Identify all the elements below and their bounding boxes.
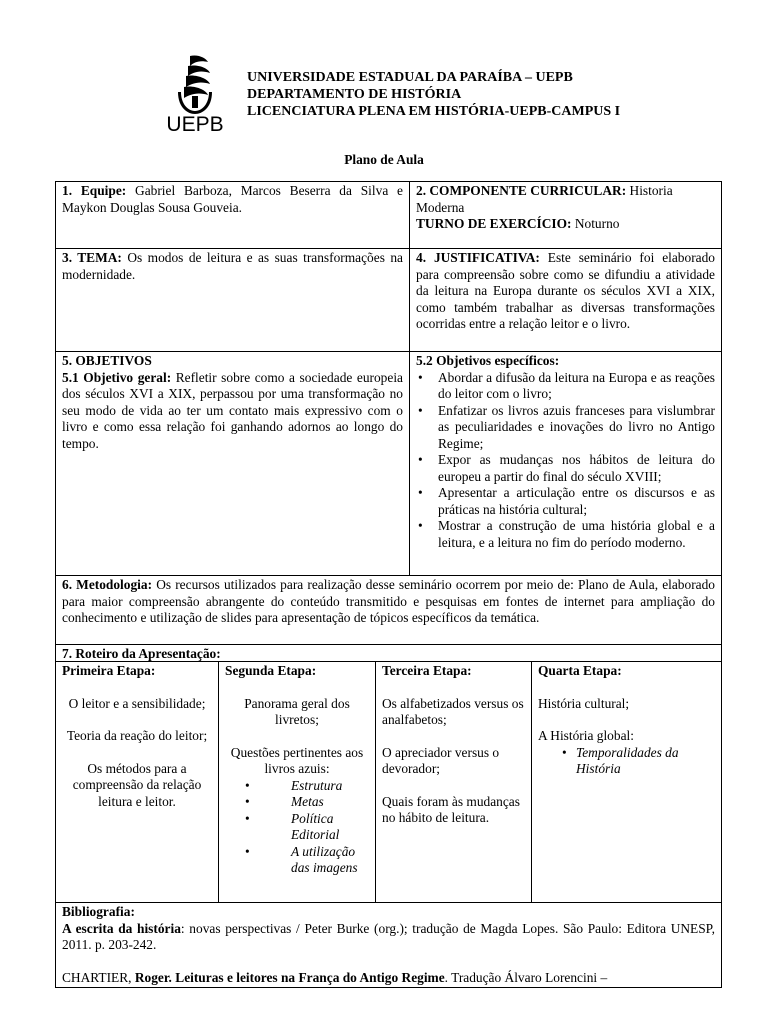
- list-item: • Mostrar a construção de uma história global e a leitura, e a leitura no fim do período moderno.: [416, 518, 715, 551]
- stage-item: Quais foram às mudanças no hábito de leitura.: [382, 793, 520, 825]
- turno-value: Noturno: [571, 216, 620, 231]
- list-item: • A utilização das imagens: [245, 844, 369, 877]
- institution-header: [247, 69, 620, 120]
- course-name: LICENCIATURA PLENA EM HISTÓRIA-UEPB-CAMPUS I: [247, 104, 621, 119]
- ref1-details: : novas perspectivas / Peter Burke (org.); tradução de Magda Lopes. São Paulo: Editora UNESP, 2011. p. 203-242.: [62, 920, 715, 952]
- objetivo-geral-cell: [55, 351, 410, 576]
- equipe-value: Gabriel Barboza, Marcos Beserra da Silva e Maykon Douglas Sousa Gouveia.: [62, 183, 403, 215]
- list-item: • Enfatizar os livros azuis franceses para vislumbrar as peculiaridades e inovações do livro no Antigo Regime;: [416, 403, 715, 453]
- bibliografia-cell: [55, 902, 722, 988]
- ref2-author: CHARTIER,: [62, 969, 135, 985]
- stage-item: Os métodos para a compreensão da relação leitura e leitor.: [72, 760, 202, 809]
- terceira-etapa-title: Terceira Etapa:: [382, 663, 472, 678]
- list-item: • Apresentar a articulação entre os discursos e as práticas na história cultural;: [416, 485, 715, 518]
- livros-azuis-sublist: [225, 778, 369, 877]
- bibliografia-label: Bibliografia:: [62, 904, 135, 919]
- list-item: • Metas: [245, 794, 369, 811]
- tema-label: 3. TEMA:: [62, 250, 122, 265]
- turno-label: TURNO DE EXERCÍCIO:: [416, 216, 572, 231]
- university-name: UNIVERSIDADE ESTADUAL DA PARAÍBA – UEPB: [247, 70, 573, 85]
- ref2-title: Roger. Leituras e leitores na França do Antigo Regime: [134, 969, 445, 985]
- primeira-etapa-title: Primeira Etapa:: [62, 663, 156, 678]
- objetivo-geral-value: Refletir sobre como a sociedade europeia dos séculos XVI a XIX, perpassou por uma transformação no seu modo de vida ao ter um contato mais expressivo com o livro e como essa relação foi ganhando adornos ao longo do tempo.: [62, 369, 403, 451]
- ref1-title: A escrita da história: [62, 920, 181, 936]
- objetivos-label: 5. OBJETIVOS: [62, 353, 152, 368]
- objetivo-geral-label: 5.1 Objetivo geral:: [62, 369, 172, 385]
- stage-item: Panorama geral dos livretos;: [244, 695, 350, 727]
- objetivos-especificos-list: [416, 370, 715, 552]
- stage-item: O apreciador versus o devorador;: [382, 744, 500, 776]
- uepb-logo: [154, 46, 236, 142]
- historia-global-sublist: [538, 745, 715, 778]
- equipe-label: 1. Equipe:: [62, 183, 127, 198]
- list-item: • Temporalidades da História: [562, 745, 715, 778]
- componente-label: 2. COMPONENTE CURRICULAR:: [416, 183, 627, 198]
- list-item: • Estrutura: [245, 778, 369, 795]
- document-title: Plano de Aula: [344, 152, 424, 167]
- stage-item: Questões pertinentes aos livros azuis:: [230, 744, 364, 776]
- justificativa-value: Este seminário foi elaborado para compreensão sobre como se difundiu a atividade da leitura na Europa durante os séculos XVI a XIX, como também trabalhar as diversas transformações ocorridas entre a relação leitor e o livro.: [416, 250, 715, 331]
- metodologia-value: Os recursos utilizados para realização desse seminário ocorrem por meio de: Plano de Aula, elaborado para maior compreensão abrangente do conteúdo transmitido e pesquisas em fontes de internet para ampliação do conhecimento e utilização de slides para apresentação de tópicos específicos da temática.: [62, 577, 715, 625]
- segunda-etapa-cell: [218, 661, 376, 903]
- list-item: • Política Editorial: [245, 811, 369, 844]
- quarta-etapa-cell: [531, 661, 722, 903]
- metodologia-label: 6. Metodologia:: [62, 577, 153, 592]
- tema-value: Os modos de leitura e as suas transformações na modernidade.: [62, 250, 403, 282]
- justificativa-cell: [409, 248, 722, 352]
- roteiro-label: 7. Roteiro da Apresentação:: [62, 646, 221, 661]
- stage-item: Os alfabetizados versus os analfabetos;: [382, 695, 524, 727]
- stage-item: Teoria da reação do leitor;: [66, 728, 208, 743]
- equipe-cell: [55, 181, 410, 249]
- department-name: DEPARTAMENTO DE HISTÓRIA: [247, 87, 462, 102]
- stage-item: História cultural;: [538, 695, 630, 711]
- segunda-etapa-title: Segunda Etapa:: [225, 663, 317, 678]
- primeira-etapa-cell: [55, 661, 219, 903]
- componente-cell: [409, 181, 722, 249]
- quarta-etapa-title: Quarta Etapa:: [538, 663, 622, 678]
- logo-text: UEPB: [166, 113, 224, 136]
- stage-item: A História global:: [538, 728, 634, 743]
- metodologia-cell: [55, 575, 722, 645]
- stage-item: O leitor e a sensibilidade;: [68, 695, 206, 711]
- objetivos-especificos-cell: [409, 351, 722, 576]
- justificativa-label: 4. JUSTIFICATIVA:: [416, 250, 540, 265]
- list-item: • Expor as mudanças nos hábitos de leitura do europeu a partir do final do século XVIII;: [416, 452, 715, 485]
- tema-cell: [55, 248, 410, 352]
- roteiro-header-cell: [55, 644, 722, 662]
- list-item: • Abordar a difusão da leitura na Europa e as reações do leitor com o livro;: [416, 370, 715, 403]
- ref2-details: . Tradução Álvaro Lorencini –: [444, 969, 608, 985]
- objetivos-especificos-label: 5.2 Objetivos específicos:: [416, 353, 560, 368]
- componente-value: Historia Moderna: [416, 183, 673, 215]
- terceira-etapa-cell: [375, 661, 532, 903]
